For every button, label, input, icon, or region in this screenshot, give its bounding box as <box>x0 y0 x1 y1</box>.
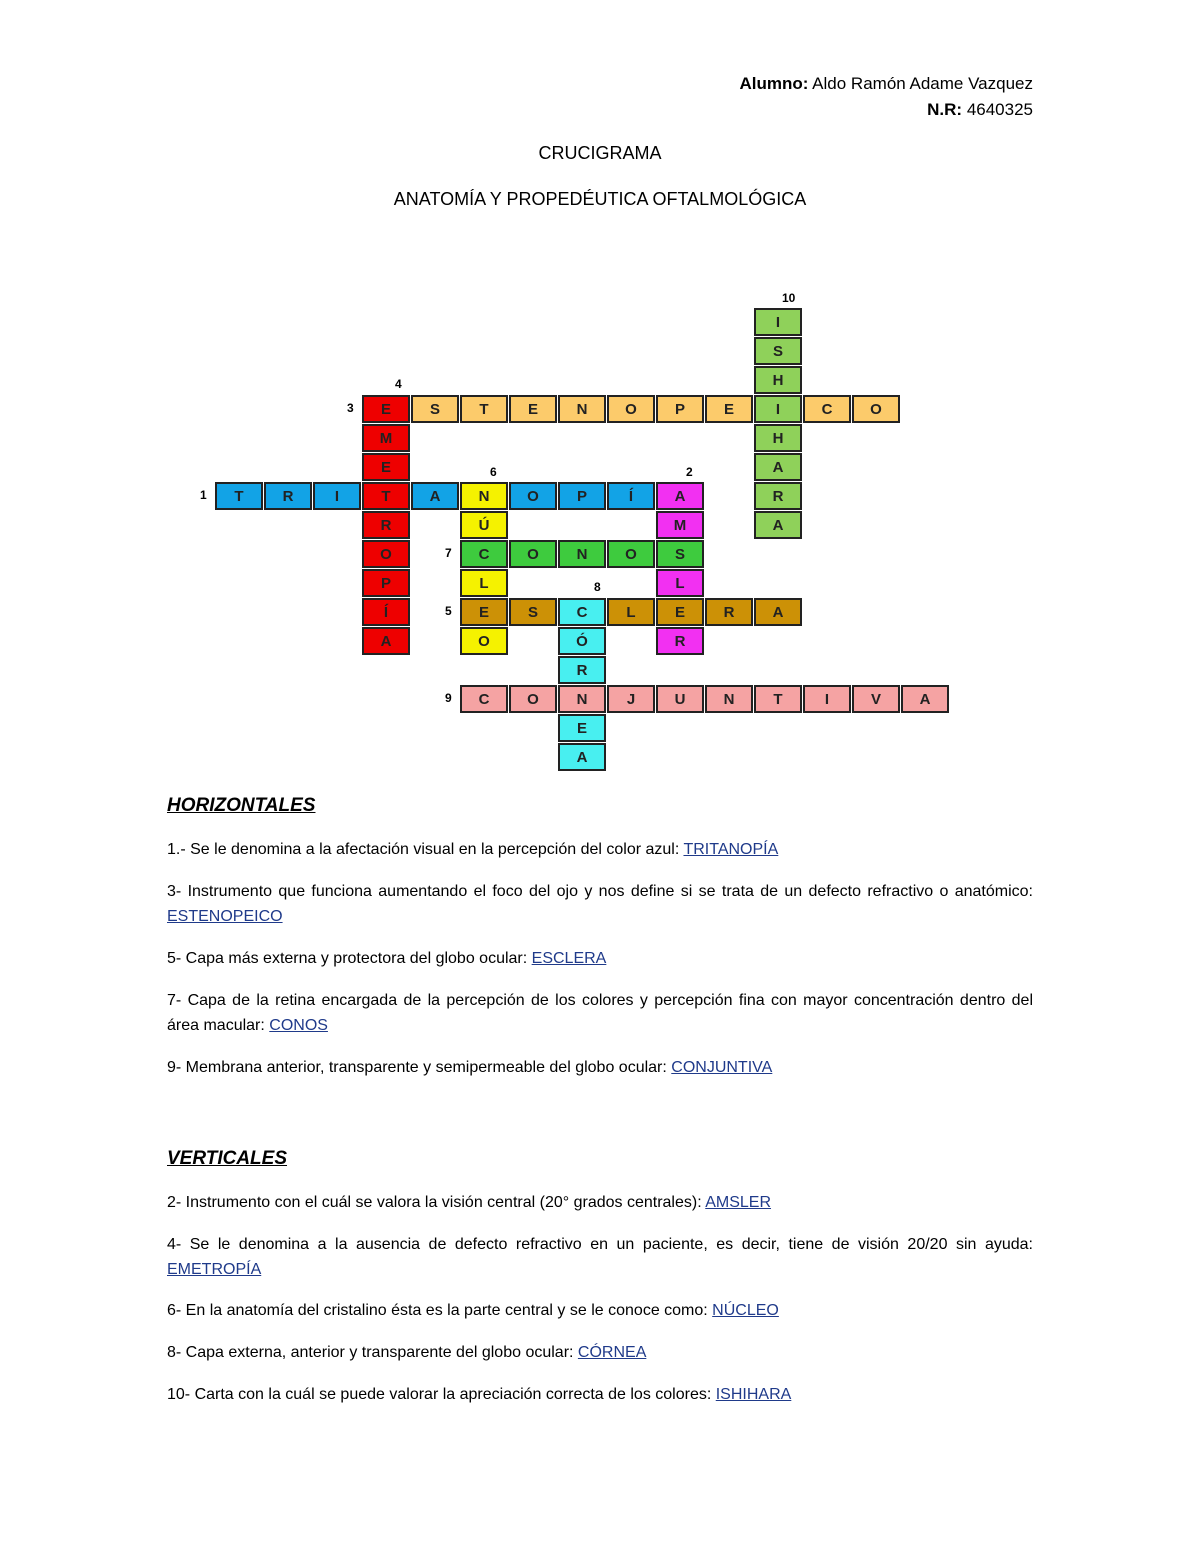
clue-number-3: 3 <box>347 401 354 415</box>
crossword-cell-ishihara: H <box>754 366 802 394</box>
crossword-cell-ishihara: H <box>754 424 802 452</box>
crossword-cell-estenopeico: N <box>558 395 606 423</box>
crossword-cell-conos: O <box>509 540 557 568</box>
clue-text: 9- Membrana anterior, transparente y semipermeable del globo ocular: <box>167 1059 672 1076</box>
crossword-cell-amsler: A <box>656 482 704 510</box>
clue-item <box>167 879 1033 929</box>
crossword-cell-esclera: S <box>509 598 557 626</box>
clue-item <box>167 988 1033 1038</box>
crossword-cell-estenopeico: O <box>607 395 655 423</box>
crossword-cell-estenopeico: O <box>852 395 900 423</box>
clue-number-2: 2 <box>686 465 693 479</box>
crossword-cell-cornea: E <box>558 714 606 742</box>
clue-text: 5- Capa más externa y protectora del globo ocular: <box>167 950 532 967</box>
clue-number-7: 7 <box>445 546 452 560</box>
crossword-cell-esclera: A <box>754 598 802 626</box>
clue-answer-link[interactable]: ISHIHARA <box>715 1386 792 1403</box>
crossword-cell-ishihara: I <box>754 395 802 423</box>
clue-item <box>167 946 1033 971</box>
crossword-cell-nucleo: L <box>460 569 508 597</box>
crossword-cell-tritanopia: O <box>509 482 557 510</box>
clue-answer-link[interactable]: ESTENOPEICO <box>167 908 283 925</box>
crossword-cell-tritanopia: P <box>558 482 606 510</box>
crossword-cell-conjuntiva: O <box>509 685 557 713</box>
crossword-cell-tritanopia: A <box>411 482 459 510</box>
clue-item <box>167 1340 1033 1365</box>
clue-number-9: 9 <box>445 691 452 705</box>
student-name: Aldo Ramón Adame Vazquez <box>812 74 1033 93</box>
crossword-cell-tritanopia: I <box>313 482 361 510</box>
crossword-cell-amsler: R <box>656 627 704 655</box>
clue-text: 6- En la anatomía del cristalino ésta es la parte central y se le conoce como: <box>167 1302 713 1319</box>
crossword-cell-tritanopia: Í <box>607 482 655 510</box>
clue-item <box>167 1382 1033 1407</box>
clue-text: 8- Capa externa, anterior y transparente del globo ocular: <box>167 1344 578 1361</box>
crossword-cell-nucleo: O <box>460 627 508 655</box>
crossword-cell-cornea: Ó <box>558 627 606 655</box>
crossword-cell-ishihara: R <box>754 482 802 510</box>
clue-answer-link[interactable]: CÓRNEA <box>577 1344 647 1361</box>
crossword-cell-cornea: A <box>558 743 606 771</box>
crossword-cell-conos: S <box>656 540 704 568</box>
clue-item <box>167 1190 1033 1215</box>
crossword-cell-estenopeico: E <box>705 395 753 423</box>
crossword-cell-emetropia: M <box>362 424 410 452</box>
crossword-cell-emetropia: E <box>362 395 410 423</box>
student-label: Alumno: <box>739 74 809 93</box>
crossword-cell-emetropia: E <box>362 453 410 481</box>
clue-text: 1.- Se le denomina a la afectación visual en la percepción del color azul: <box>167 841 684 858</box>
crossword-cell-amsler: L <box>656 569 704 597</box>
crossword-cell-conjuntiva: V <box>852 685 900 713</box>
crossword-cell-tritanopia: T <box>215 482 263 510</box>
clue-item <box>167 1055 1033 1080</box>
page-title: CRUCIGRAMA <box>538 143 662 163</box>
clue-text: 7- Capa de la retina encargada de la percepción de los colores y percepción fina con mayor concentración dentro del área macular: <box>167 992 1033 1034</box>
nr-value: 4640325 <box>966 100 1033 119</box>
clue-item <box>167 1232 1033 1282</box>
clue-text: 2- Instrumento con el cuál se valora la visión central (20° grados centrales): <box>167 1194 706 1211</box>
crossword-cell-estenopeico: C <box>803 395 851 423</box>
clue-number-8: 8 <box>594 580 601 594</box>
clue-number-6: 6 <box>490 465 497 479</box>
clue-answer-link[interactable]: EMETROPÍA <box>167 1261 262 1278</box>
clue-answer-link[interactable]: AMSLER <box>705 1194 772 1211</box>
crossword-cell-conos: O <box>607 540 655 568</box>
clue-text: 4- Se le denomina a la ausencia de defecto refractivo en un paciente, es decir, tiene de visión 20/20 sin ayuda: <box>167 1236 1033 1253</box>
crossword-cell-conjuntiva: N <box>705 685 753 713</box>
crossword-cell-conjuntiva: A <box>901 685 949 713</box>
crossword-cell-estenopeico: P <box>656 395 704 423</box>
clue-item <box>167 1298 1033 1323</box>
crossword-cell-esclera: R <box>705 598 753 626</box>
crossword-cell-conjuntiva: T <box>754 685 802 713</box>
crossword-cell-esclera: E <box>460 598 508 626</box>
crossword-cell-emetropia: Í <box>362 598 410 626</box>
crossword-cell-conjuntiva: U <box>656 685 704 713</box>
clue-answer-link[interactable]: NÚCLEO <box>712 1302 779 1319</box>
clue-answer-link[interactable]: CONOS <box>269 1017 328 1034</box>
clue-number-4: 4 <box>395 377 402 391</box>
crossword-cell-amsler: M <box>656 511 704 539</box>
horizontales-title: HORIZONTALES <box>167 795 316 816</box>
crossword-cell-ishihara: A <box>754 453 802 481</box>
clue-number-5: 5 <box>445 604 452 618</box>
crossword-cell-emetropia: A <box>362 627 410 655</box>
crossword-cell-esclera: E <box>656 598 704 626</box>
page-subtitle: ANATOMÍA Y PROPEDÉUTICA OFTALMOLÓGICA <box>393 189 807 209</box>
crossword-cell-ishihara: S <box>754 337 802 365</box>
crossword-cell-estenopeico: E <box>509 395 557 423</box>
crossword-cell-esclera: L <box>607 598 655 626</box>
clue-answer-link[interactable]: CONJUNTIVA <box>671 1059 773 1076</box>
crossword-cell-ishihara: A <box>754 511 802 539</box>
crossword-cell-ishihara: I <box>754 308 802 336</box>
crossword-cell-emetropia: P <box>362 569 410 597</box>
verticales-title: VERTICALES <box>167 1148 288 1169</box>
crossword-cell-estenopeico: T <box>460 395 508 423</box>
crossword-cell-nucleo: N <box>460 482 508 510</box>
crossword-cell-emetropia: R <box>362 511 410 539</box>
crossword-cell-conjuntiva: N <box>558 685 606 713</box>
nr-label: N.R: <box>927 100 963 119</box>
crossword-cell-conos: C <box>460 540 508 568</box>
clue-text: 3- Instrumento que funciona aumentando el foco del ojo y nos define si se trata de un defecto refractivo o anatómico: <box>167 883 1033 900</box>
clue-answer-link[interactable]: TRITANOPÍA <box>683 841 779 858</box>
crossword-cell-estenopeico: S <box>411 395 459 423</box>
crossword-cell-emetropia: T <box>362 482 410 510</box>
crossword-cell-conjuntiva: I <box>803 685 851 713</box>
crossword-cell-cornea: C <box>558 598 606 626</box>
crossword-cell-cornea: R <box>558 656 606 684</box>
clue-number-10: 10 <box>782 291 796 305</box>
clue-answer-link[interactable]: ESCLERA <box>531 950 607 967</box>
crossword-cell-conjuntiva: J <box>607 685 655 713</box>
crossword-cell-nucleo: Ú <box>460 511 508 539</box>
crossword-cell-conjuntiva: C <box>460 685 508 713</box>
crossword-cell-emetropia: O <box>362 540 410 568</box>
clue-item <box>167 837 1033 862</box>
clue-text: 10- Carta con la cuál se puede valorar la apreciación correcta de los colores: <box>167 1386 716 1403</box>
crossword-cell-conos: N <box>558 540 606 568</box>
crossword-cell-tritanopia: R <box>264 482 312 510</box>
clue-number-1: 1 <box>200 488 207 502</box>
